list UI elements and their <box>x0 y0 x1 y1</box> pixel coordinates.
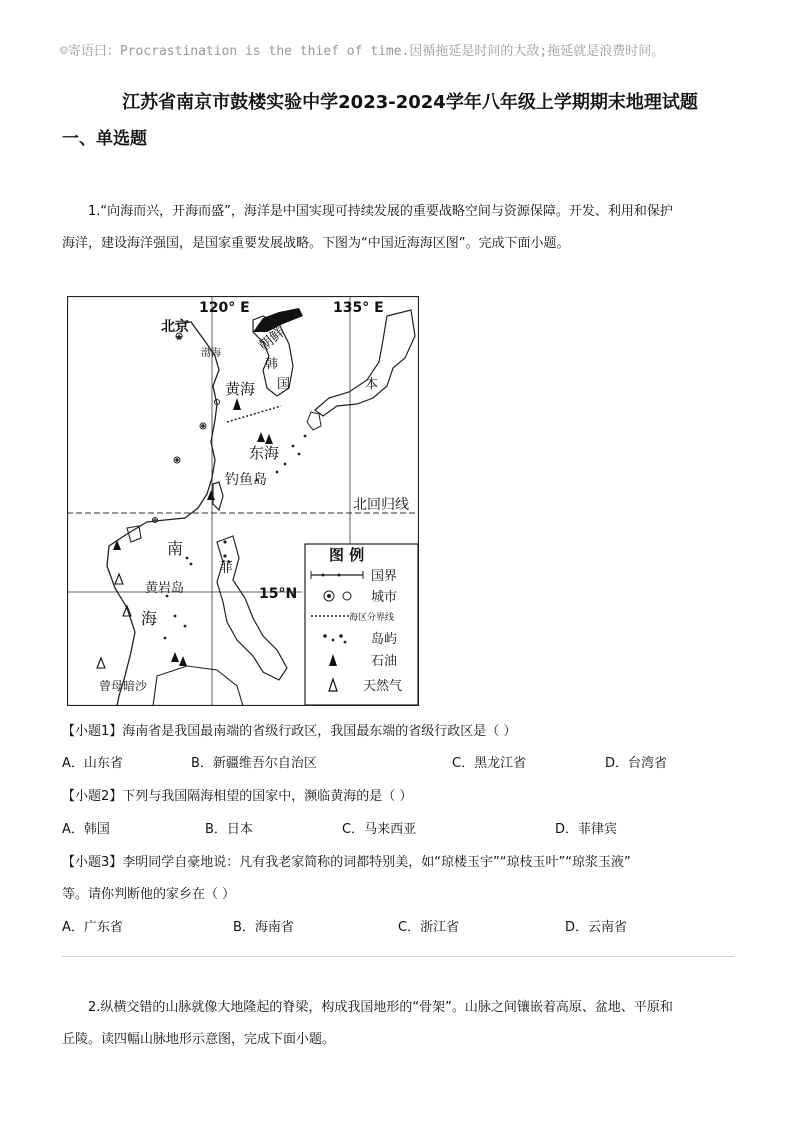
map-nanhai-label-1: 南 <box>167 539 184 558</box>
question-2-intro-line1: 2.纵横交错的山脉就像大地隆起的脊梁，构成我国地形的“骨架”。山脉之间镶嵌着高原、盆地、平原和 <box>88 1000 673 1015</box>
question-2-intro-cont <box>62 1024 734 1055</box>
subquestion-1-option-d[interactable]: D．台湾省 <box>605 756 668 771</box>
map-chaoxian-label: 朝鲜 <box>256 324 288 355</box>
map-legend <box>305 544 418 705</box>
legend-border-label: 国界 <box>371 569 398 584</box>
map-huanghai-label: 黄海 <box>225 380 256 398</box>
legend-title: 图 例 <box>329 546 365 564</box>
subquestion-2-stem: 【小题2】下列与我国隔海相望的国家中，濒临黄海的是（ ） <box>62 789 413 804</box>
subquestion-3-option-a[interactable]: A．广东省 <box>62 920 123 935</box>
section-heading: 一、单选题 <box>62 129 147 149</box>
subquestion-1-option-b[interactable]: B．新疆维吾尔自治区 <box>191 756 317 771</box>
map-tropic-label: 北回归线 <box>353 497 409 513</box>
map-huangyan-label: 黄岩岛 <box>145 581 185 596</box>
map-japan-label: 本 <box>365 377 379 392</box>
legend-gas-label: 天然气 <box>363 679 403 694</box>
subquestion-2-option-c[interactable]: C．马来西亚 <box>342 822 417 837</box>
question-1-intro-cont <box>62 228 734 259</box>
map-lat-15-label: 15°N <box>259 586 298 602</box>
legend-island-label: 岛屿 <box>371 632 398 647</box>
subquestion-1-option-a[interactable]: A．山东省 <box>62 756 123 771</box>
capital-star-icon: ★ <box>175 333 184 343</box>
subquestion-3-stem-line1: 【小题3】李明同学自豪地说：凡有我老家简称的词都特别美，如“琼楼玉宇”“琼枝玉叶”“琼浆玉液” <box>62 855 631 870</box>
legend-city-label: 城市 <box>371 590 398 605</box>
subquestion-1-option-c[interactable]: C．黑龙江省 <box>452 756 527 771</box>
legend-oil-label: 石油 <box>371 654 398 669</box>
map-donghai-label: 东海 <box>249 444 280 462</box>
map-bohai-label: 渤海 <box>201 348 221 359</box>
subquestion-1-stem: 【小题1】海南省是我国最南端的省级行政区，我国最东端的省级行政区是（ ） <box>62 724 517 739</box>
map-lon-120-label: 120° E <box>199 300 250 316</box>
map-lon-135-label: 135° E <box>333 300 384 316</box>
map-beijing-label: 北京 <box>161 319 189 335</box>
question-1-intro <box>62 196 734 227</box>
china-coastal-seas-map <box>67 296 419 706</box>
map-nanhai-label-2: 海 <box>141 609 158 628</box>
legend-sea-boundary-label: 海区分界线 <box>349 613 395 623</box>
question-divider <box>62 956 734 957</box>
question-2-intro <box>62 992 734 1023</box>
map-hanguo-label-1: 韩 <box>265 357 279 372</box>
question-1-intro-line1: 1.“向海而兴，开海而盛”，海洋是中国实现可持续发展的重要战略空间与资源保障。开发、利用和保护 <box>88 204 673 219</box>
subquestion-3-option-b[interactable]: B．海南省 <box>233 920 294 935</box>
subquestion-2-option-a[interactable]: A．韩国 <box>62 822 110 837</box>
map-zengmu-label: 曾母暗沙 <box>99 679 148 693</box>
motto-header: ☺寄语曰：Procrastination is the thief of time.因循拖延是时间的大敌;拖延就是浪费时间。 <box>60 44 665 59</box>
subquestion-3-option-d[interactable]: D．云南省 <box>565 920 628 935</box>
map-diaoyu-label: 钓鱼岛 <box>225 472 267 488</box>
question-1-intro-line2: 海洋，建设海洋强国，是国家重要发展战略。下图为“中国近海海区图”。完成下面小题。 <box>62 236 570 251</box>
map-hanguo-label-2: 国 <box>277 377 291 392</box>
question-2-intro-line2: 丘陵。读四幅山脉地形示意图，完成下面小题。 <box>62 1032 336 1047</box>
subquestion-3-option-c[interactable]: C．浙江省 <box>398 920 460 935</box>
document-title: 江苏省南京市鼓楼实验中学2023-2024学年八年级上学期期末地理试题 <box>122 92 698 113</box>
subquestion-2-option-b[interactable]: B．日本 <box>205 822 253 837</box>
subquestion-3-stem-line2: 等。请你判断他的家乡在（ ） <box>62 887 236 902</box>
map-philippines-label: 菲 <box>219 560 233 576</box>
subquestion-2-option-d[interactable]: D．菲律宾 <box>555 822 618 837</box>
